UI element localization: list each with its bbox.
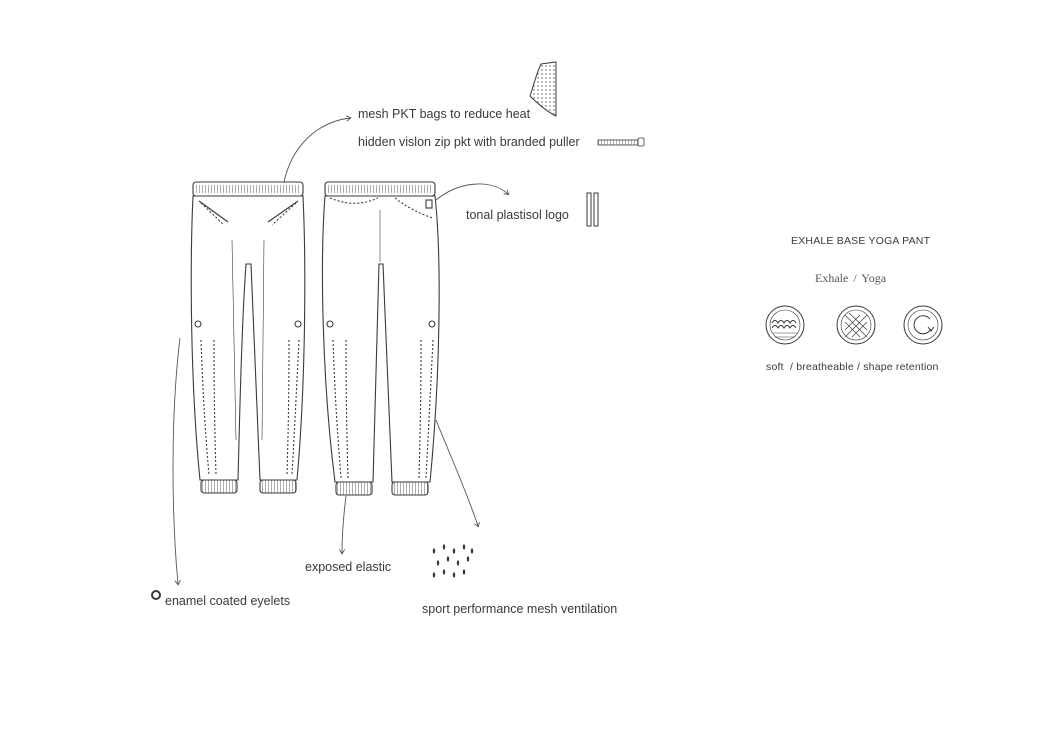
feature-labels: soft / breatheable / shape retention — [766, 361, 939, 373]
soft-icon — [766, 306, 804, 344]
arrow-mesh-pkt — [284, 118, 350, 182]
callout-mesh-pkt: mesh PKT bags to reduce heat — [358, 107, 531, 121]
callout-logo: tonal plastisol logo — [466, 208, 569, 222]
shape-retention-icon — [904, 306, 942, 344]
logo-bars-icon — [587, 193, 598, 226]
mesh-pocket-swatch-icon — [530, 62, 556, 116]
eyelet-icon — [152, 591, 160, 599]
callout-zip-pkt: hidden vislon zip pkt with branded puller — [358, 135, 580, 149]
brand-name: Exhale — [815, 271, 849, 285]
zipper-icon — [598, 138, 644, 146]
brand-line — [815, 271, 886, 286]
arrow-mesh-vent — [436, 420, 478, 526]
arrow-elastic — [342, 496, 346, 553]
mesh-dots-icon — [433, 544, 473, 577]
product-title: EXHALE BASE YOGA PANT — [791, 235, 931, 247]
callout-eyelets: enamel coated eyelets — [165, 594, 291, 608]
callout-mesh-vent: sport performance mesh ventilation — [422, 602, 618, 616]
arrow-logo — [436, 184, 508, 200]
brand-category: Yoga — [861, 271, 887, 285]
brand-separator: / — [853, 271, 857, 285]
pant-front-view — [191, 182, 305, 493]
arrow-eyelets — [173, 338, 180, 584]
breatheable-icon — [837, 306, 875, 344]
pant-back-view — [322, 182, 439, 495]
callout-elastic: exposed elastic — [305, 560, 392, 574]
